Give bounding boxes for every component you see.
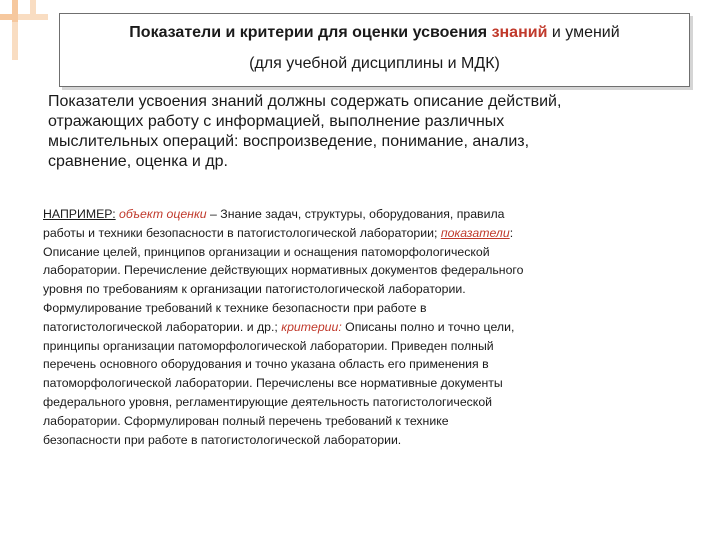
intro-line: сравнение, оценка и др. [48,153,228,170]
example-line: лаборатории. Сформулирован полный перечень требований к технике [43,413,449,428]
page-title [60,24,689,42]
example-label: НАПРИМЕР: [43,207,116,221]
example-line: лаборатории. Перечисление действующих нормативных документов федерального [43,263,524,278]
example-paragraph [43,205,683,449]
example-text: : [509,225,514,240]
corner-decoration [30,0,36,14]
indicators-label: показатели [440,225,510,240]
example-line [43,318,683,337]
object-label: объект оценки [119,207,207,221]
title-accent-word: знаний [491,24,548,41]
example-text: Описаны полно и точно цели, [341,319,515,334]
corner-decoration [12,22,18,60]
example-line: Формулирование требований к технике безопасности при работе в [43,300,427,315]
corner-decoration [18,14,48,20]
example-text: – Знание задач, структуры, оборудования, правила [206,207,505,221]
title-box [59,13,690,87]
page-subtitle: (для учебной дисциплины и МДК) [249,55,500,72]
example-line: уровня по требованиям к организации патогистологической лаборатории. [43,282,466,297]
intro-line: Показатели усвоения знаний должны содержать описание действий, [48,93,562,110]
example-line [43,224,683,243]
title-text: Показатели и критерии для оценки усвоения [129,24,492,41]
example-line [43,205,683,224]
example-line: безопасности при работе в патогистологической лаборатории. [43,432,402,447]
example-line: федерального уровня, регламентирующие деятельность патогистологической [43,394,493,409]
example-line: принципы организации патоморфологической лаборатории. Приведен полный [43,338,494,353]
intro-line: мыслительных операций: воспроизведение, понимание, анализ, [48,133,530,150]
example-line: перечень основного оборудования и точно указана область его применения в [43,357,489,372]
corner-decoration [0,14,12,20]
example-line: патоморфологической лаборатории. Перечислены все нормативные документы [43,376,503,391]
example-text: патогистологической лаборатории. и др.; [43,319,282,334]
intro-line: отражающих работу с информацией, выполнение различных [48,113,505,130]
criteria-label: критерии: [281,319,342,334]
example-text: работы и техники безопасности в патогистологической лаборатории; [43,225,441,240]
intro-paragraph [48,92,608,172]
example-line: Описание целей, принципов организации и оснащения патоморфологической [43,244,490,259]
title-text-end: и умений [547,24,620,41]
